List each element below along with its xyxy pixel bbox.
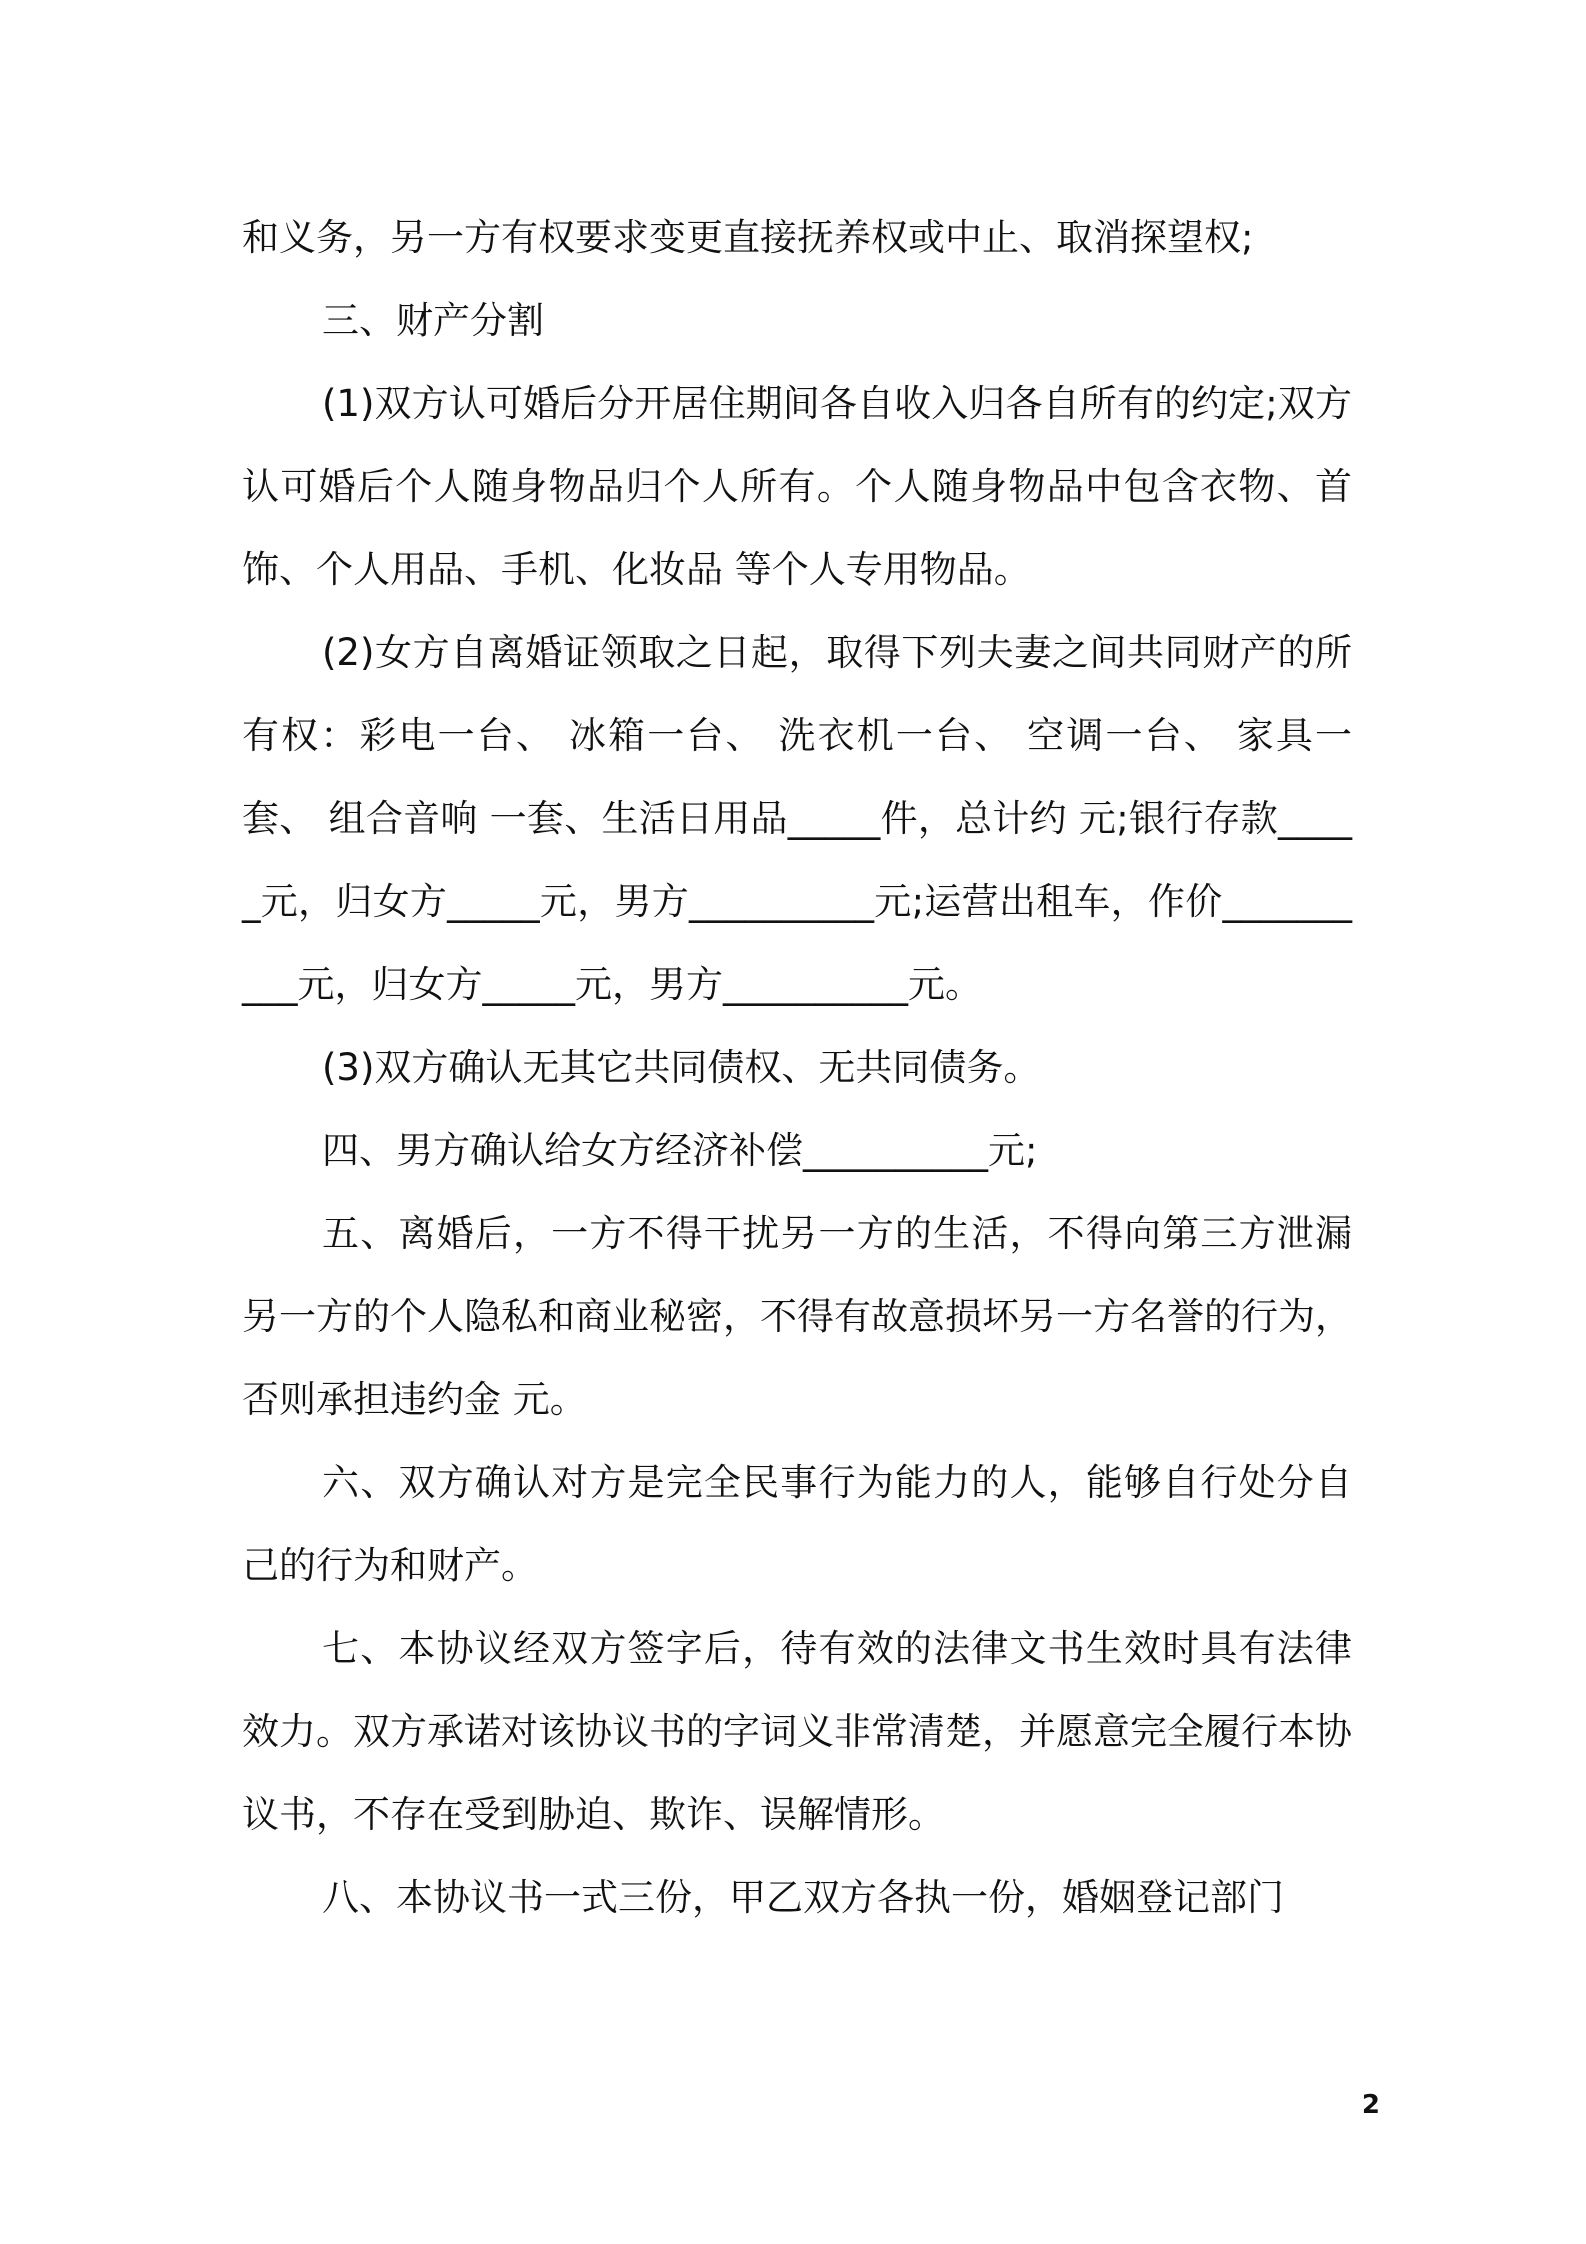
- paragraph-section-4: 四、男方确认给女方经济补偿__________元;: [322, 1129, 1038, 1172]
- paragraph-section-8: 八、本协议书一式三份，甲乙双方各执一份，婚姻登记部门: [322, 1876, 1284, 1919]
- paragraph-clause-1: (1)双方认可婚后分开居住期间各自收入归各自所有的约定;双方认可婚后个人随身物品归个人所有。个人随身物品中包含衣物、首饰、个人用品、手机、化妆品 等个人专用物品。: [242, 382, 1352, 591]
- page-number: 2: [1361, 2090, 1380, 2120]
- paragraph-continuation: 和义务，另一方有权要求变更直接抚养权或中止、取消探望权;: [242, 216, 1254, 259]
- section-heading-property-division: 三、财产分割: [322, 299, 544, 342]
- paragraph-section-5: 五、离婚后，一方不得干扰另一方的生活，不得向第三方泄漏另一方的个人隐私和商业秘密，不得有故意损坏另一方名誉的行为，否则承担违约金 元。: [242, 1212, 1352, 1421]
- paragraph-clause-3: (3)双方确认无其它共同债权、无共同债务。: [322, 1046, 1041, 1089]
- paragraph-clause-2: (2)女方自离婚证领取之日起，取得下列夫妻之间共同财产的所有权：彩电一台、 冰箱一台、 洗衣机一台、 空调一台、 家具一套、 组合音响 一套、生活日用品_____件，总计约 元;银行存款_____元，归女方_____元，男方__________元;运营出租车，作价__________元，归女方_____元，男方__________元。: [242, 631, 1352, 1006]
- paragraph-section-6: 六、双方确认对方是完全民事行为能力的人，能够自行处分自己的行为和财产。: [242, 1461, 1352, 1587]
- paragraph-section-7: 七、本协议经双方签字后，待有效的法律文书生效时具有法律效力。双方承诺对该协议书的字词义非常清楚，并愿意完全履行本协议书，不存在受到胁迫、欺诈、误解情形。: [242, 1627, 1352, 1836]
- document-body: [242, 196, 1352, 1939]
